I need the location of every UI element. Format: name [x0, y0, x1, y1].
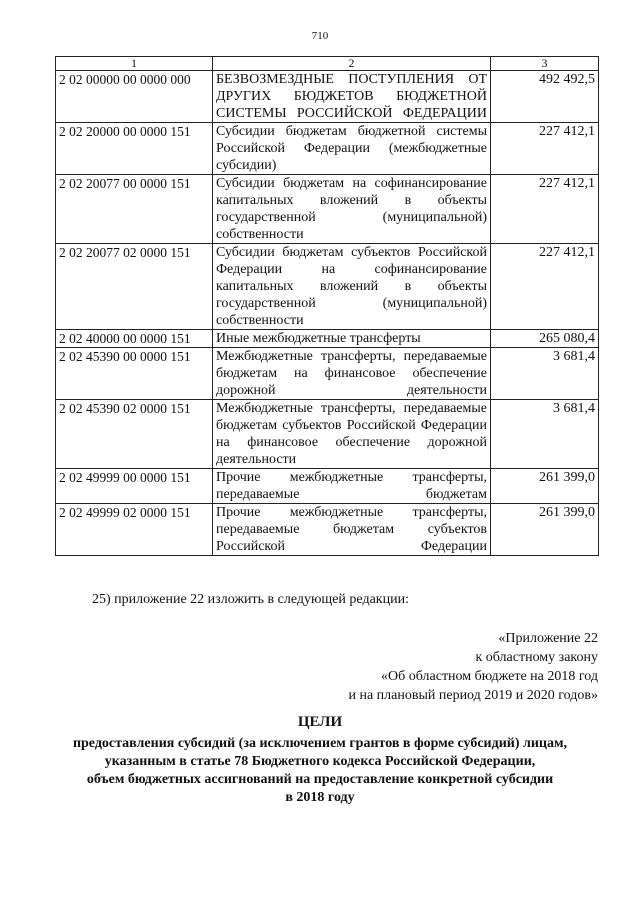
- row-code: 2 02 20077 02 0000 151: [56, 244, 213, 330]
- appendix-line: к областному закону: [475, 650, 598, 665]
- row-code: 2 02 00000 00 0000 000: [56, 71, 213, 123]
- row-code: 2 02 40000 00 0000 151: [56, 330, 213, 348]
- row-name: Прочие межбюджетные трансферты, передаваемые бюджетам: [213, 469, 491, 504]
- row-name: Субсидии бюджетам субъектов Российской Федерации на софинансирование капитальных вложений в объекты государственной (муниципальной) собственности: [213, 244, 491, 330]
- budget-table: [55, 56, 599, 556]
- column-header: 3: [491, 57, 599, 71]
- row-value: 227 412,1: [491, 123, 599, 175]
- appendix-line: «Об областном бюджете на 2018 год: [381, 669, 598, 684]
- row-name: Прочие межбюджетные трансферты, передаваемые бюджетам субъектов Российской Федерации: [213, 504, 491, 556]
- row-name: Межбюджетные трансферты, передаваемые бюджетам субъектов Российской Федерации на финансовое обеспечение дорожной деятельности: [213, 400, 491, 469]
- row-value: 227 412,1: [491, 175, 599, 244]
- table-row: [56, 175, 599, 244]
- amendment-instruction: 25) приложение 22 изложить в следующей редакции:: [92, 592, 409, 607]
- row-name: Субсидии бюджетам на софинансирование капитальных вложений в объекты государственной (муниципальной) собственности: [213, 175, 491, 244]
- heading-line: в 2018 году: [285, 790, 355, 805]
- row-code: 2 02 45390 02 0000 151: [56, 400, 213, 469]
- table-row: [56, 71, 599, 123]
- row-code: 2 02 49999 02 0000 151: [56, 504, 213, 556]
- row-value: 3 681,4: [491, 348, 599, 400]
- row-value: 227 412,1: [491, 244, 599, 330]
- page-number: 710: [311, 30, 329, 42]
- row-code: 2 02 20077 00 0000 151: [56, 175, 213, 244]
- column-header: 1: [56, 57, 213, 71]
- appendix-reference: [258, 629, 598, 705]
- heading-line: указанным в статье 78 Бюджетного кодекса Российской Федерации,: [104, 754, 536, 769]
- row-value: 261 399,0: [491, 469, 599, 504]
- row-value: 265 080,4: [491, 330, 599, 348]
- row-value: 3 681,4: [491, 400, 599, 469]
- document-heading: [40, 713, 600, 807]
- table-row: [56, 123, 599, 175]
- table-row: [56, 400, 599, 469]
- table-row: [56, 348, 599, 400]
- row-code: 2 02 49999 00 0000 151: [56, 469, 213, 504]
- heading-line: объем бюджетных ассигнований на предоставление конкретной субсидии: [86, 772, 554, 787]
- row-value: 492 492,5: [491, 71, 599, 123]
- appendix-line: и на плановый период 2019 и 2020 годов»: [348, 688, 598, 703]
- table-header-row: [56, 57, 599, 71]
- table-row: [56, 504, 599, 556]
- row-name: Межбюджетные трансферты, передаваемые бюджетам на финансовое обеспечение дорожной деятельности: [213, 348, 491, 400]
- appendix-line: «Приложение 22: [498, 631, 598, 646]
- row-name: БЕЗВОЗМЕЗДНЫЕ ПОСТУПЛЕНИЯ ОТ ДРУГИХ БЮДЖЕТОВ БЮДЖЕТНОЙ СИСТЕМЫ РОССИЙСКОЙ ФЕДЕРАЦИИ: [213, 71, 491, 123]
- row-code: 2 02 45390 00 0000 151: [56, 348, 213, 400]
- table-row: [56, 330, 599, 348]
- column-header: 2: [213, 57, 491, 71]
- row-name: Иные межбюджетные трансферты: [213, 330, 491, 348]
- row-code: 2 02 20000 00 0000 151: [56, 123, 213, 175]
- table-row: [56, 244, 599, 330]
- heading-title: ЦЕЛИ: [297, 714, 343, 730]
- heading-line: предоставления субсидий (за исключением грантов в форме субсидий) лицам,: [72, 736, 568, 751]
- row-value: 261 399,0: [491, 504, 599, 556]
- table-row: [56, 469, 599, 504]
- row-name: Субсидии бюджетам бюджетной системы Российской Федерации (межбюджетные субсидии): [213, 123, 491, 175]
